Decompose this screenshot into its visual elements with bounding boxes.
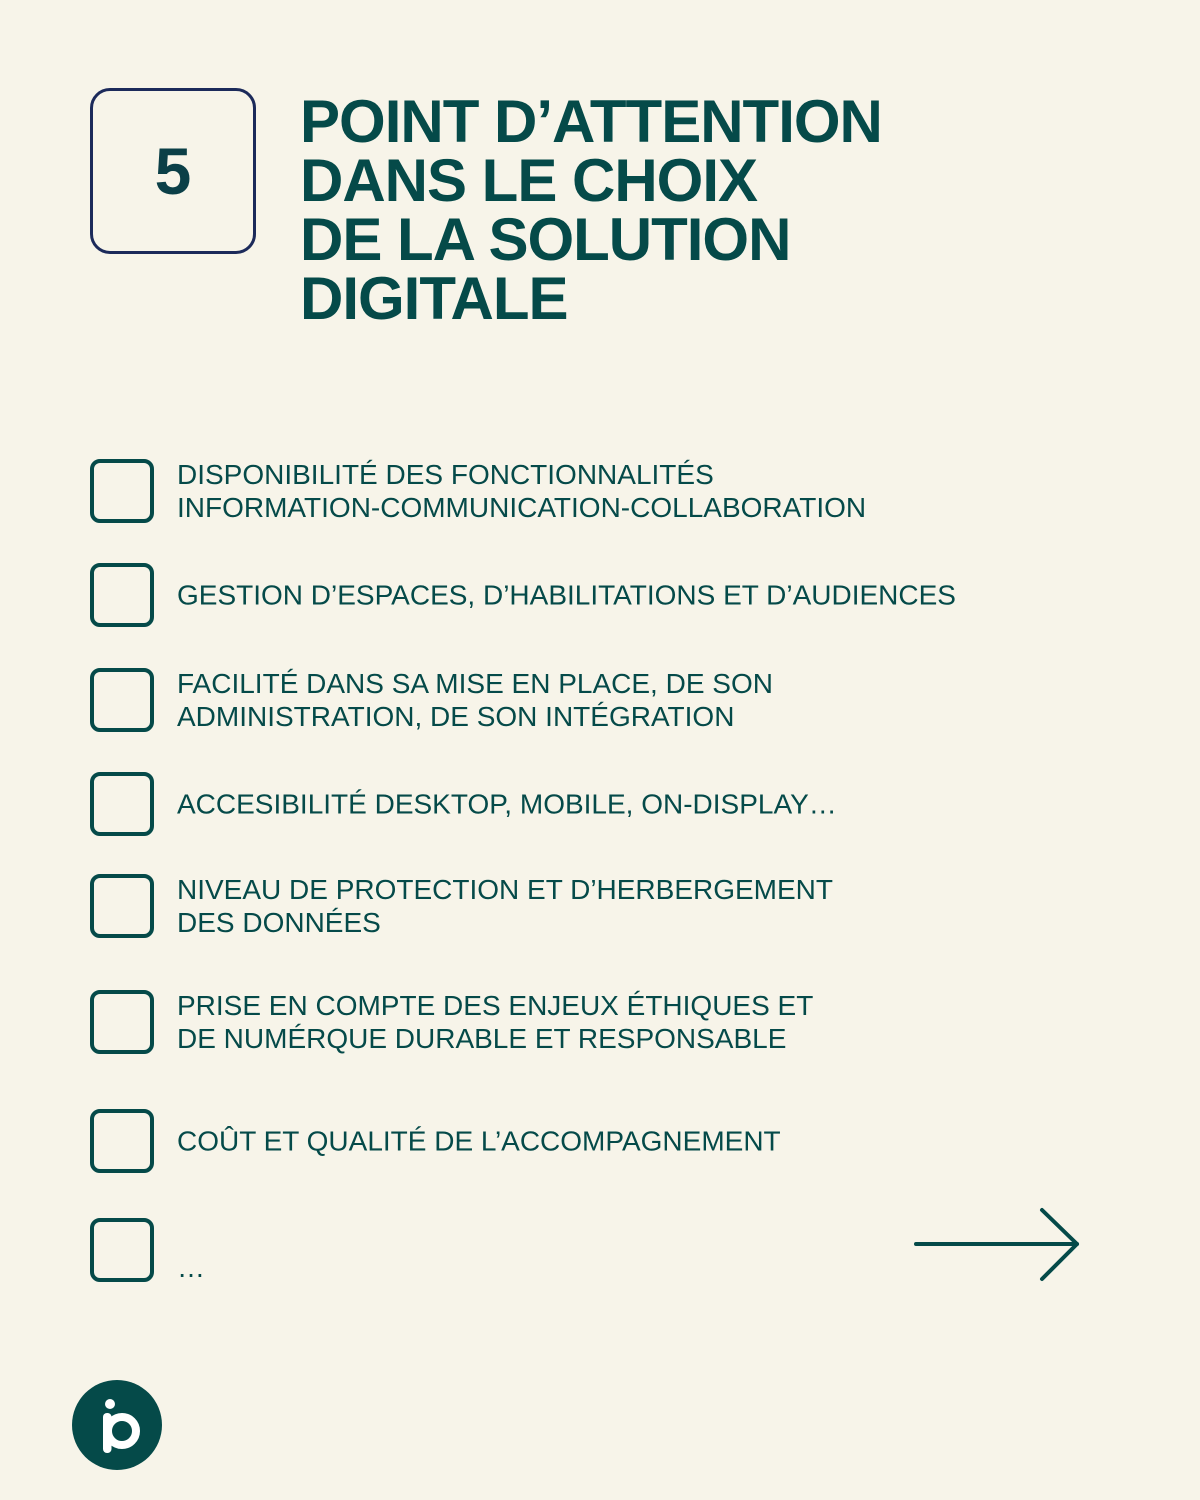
checklist-item-label: GESTION D’ESPACES, D’HABILITATIONS ET D’AUDIENCES [177,579,956,611]
checkbox[interactable] [90,874,154,938]
title-line: DE LA SOLUTION [300,206,791,273]
checkbox[interactable] [90,563,154,627]
checkbox[interactable] [90,772,154,836]
checklist-item-setup[interactable] [90,668,990,732]
checklist-item-spaces[interactable] [90,563,990,627]
checklist-item-accessibility[interactable] [90,772,990,836]
checklist-item-label: ACCESIBILITÉ DESKTOP, MOBILE, ON-DISPLAY… [177,788,837,820]
checklist-item-label: DISPONIBILITÉ DES FONCTIONNALITÉS INFORMATION-COMMUNICATION-COLLABORATION [177,459,867,523]
checklist-item-label: FACILITÉ DANS SA MISE EN PLACE, DE SON ADMINISTRATION, DE SON INTÉGRATION [177,668,773,732]
checkbox[interactable] [90,668,154,732]
brand-logo-icon [72,1380,162,1470]
checkbox[interactable] [90,1109,154,1173]
checklist-item-ethics[interactable] [90,990,990,1054]
checklist-item-features[interactable] [90,459,990,523]
checkbox[interactable] [90,459,154,523]
title-line: POINT D’ATTENTION [300,88,882,155]
checkbox[interactable] [90,990,154,1054]
title-line: DIGITALE [300,265,568,332]
step-number-badge: 5 [90,88,256,254]
arrow-right-icon[interactable] [914,1207,1084,1283]
checklist-item-label: PRISE EN COMPTE DES ENJEUX ÉTHIQUES ET DE NUMÉRQUE DURABLE ET RESPONSABLE [177,990,814,1054]
checklist-item-label: … [177,1252,205,1283]
checklist-item-label: NIVEAU DE PROTECTION ET D’HERBERGEMENT DES DONNÉES [177,874,834,938]
checkbox[interactable] [90,1218,154,1282]
checklist-item-label: COÛT ET QUALITÉ DE L’ACCOMPAGNEMENT [177,1125,781,1157]
checklist-item-more[interactable] [90,1218,990,1282]
page-title [300,88,1020,332]
title-line: DANS LE CHOIX [300,147,758,214]
checklist-item-data-protection[interactable] [90,874,990,938]
checklist-item-cost[interactable] [90,1109,990,1173]
